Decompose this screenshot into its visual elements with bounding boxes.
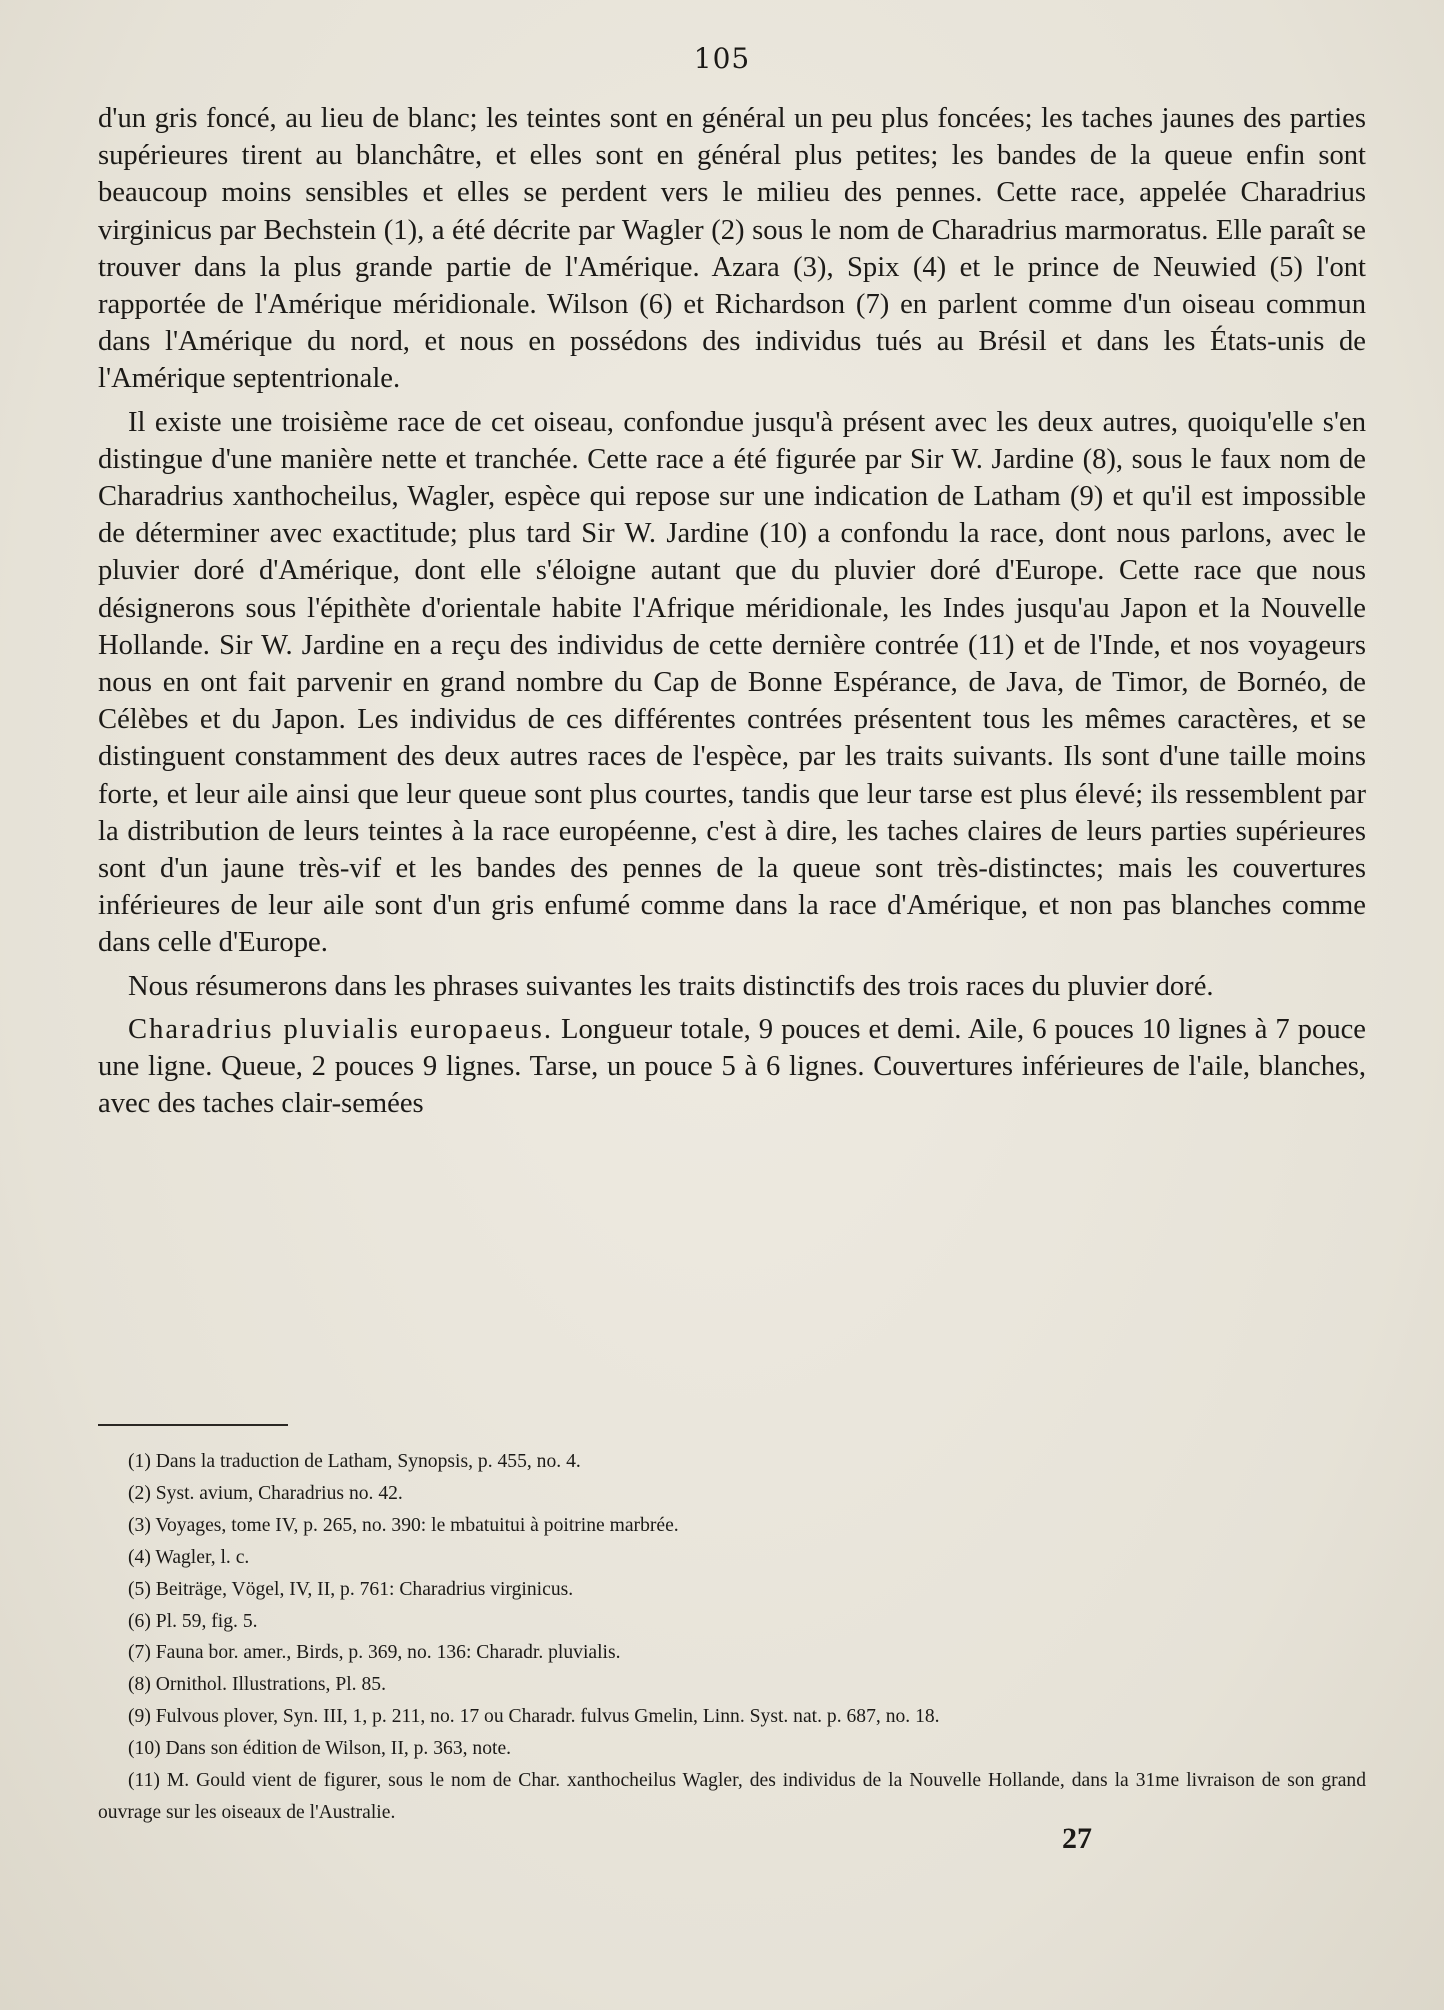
footnote: (2) Syst. avium, Charadrius no. 42. [128,1482,403,1504]
footnote: (9) Fulvous plover, Syn. III, 1, p. 211, no. 17 ou Charadr. fulvus Gmelin, Linn. Syst. nat. p. 687, no. 18. [128,1706,940,1728]
main-text [98,100,1366,1128]
footnote: (11) M. Gould vient de figurer, sous le nom de Char. xanthocheilus Wagler, des individus de la Nouvelle Hollande, dans la 31me livraison de son grand ouvrage sur les oiseaux de l'Australie. [98,1770,1366,1823]
footnote: (10) Dans son édition de Wilson, II, p. 363, note. [128,1738,512,1760]
paragraph: Il existe une troisième race de cet oiseau, confondue jusqu'à présent avec les deux autres, quoiqu'elle s'en distingue d'une manière nette et tranchée. Cette race a été figurée par Sir W. Jardine (8), sous le faux nom de Charadrius xanthocheilus, Wagler, espèce qui repose sur une indication de Latham (9) et qu'il est impossible de déterminer avec exactitude; plus tard Sir W. Jardine (10) a confondu la race, dont nous parlons, avec le pluvier doré d'Amérique, dont elle s'éloigne autant que du pluvier doré d'Europe. Cette race que nous désignerons sous l'épithète d'orientale habite l'Afrique méridionale, les Indes jusqu'au Japon et la Nouvelle Hollande. Sir W. Jardine en a reçu des individus de cette dernière contrée (11) et de l'Inde, et nos voyageurs nous en ont fait parvenir en grand nombre du Cap de Bonne Espérance, de Java, de Timor, de Bornéo, de Célèbes et du Japon. Les individus de ces différentes contrées présentent tous les mêmes caractères, et se distinguent constamment des deux autres races de l'espèce, par les traits suivants. Ils sont d'une taille moins forte, et leur aile ainsi que leur queue sont plus courtes, tandis que leur tarse est plus élevé; ils ressemblent par la distribution de leurs teintes à la race européenne, c'est à dire, les taches claires de leurs parties supérieures sont d'un jaune très-vif et les bandes des pennes de la queue sont très-distinctes; mais les couvertures inférieures de leur aile sont d'un gris enfumé comme dans la race d'Amérique, et non pas blanches comme dans celle d'Europe. [98,406,1366,959]
footnote: (3) Voyages, tome IV, p. 265, no. 390: le mbatuitui à poitrine marbrée. [128,1514,679,1536]
species-name: Charadrius pluvialis europaeus. [128,1013,553,1045]
footnotes [98,1446,1366,1829]
footnote: (1) Dans la traduction de Latham, Synopsis, p. 455, no. 4. [128,1451,581,1472]
signature-mark: 27 [1062,1822,1092,1855]
footnote: (5) Beiträge, Vögel, IV, II, p. 761: Charadrius virginicus. [128,1578,574,1600]
page-number: 105 [693,42,751,75]
footnote: (7) Fauna bor. amer., Birds, p. 369, no. 136: Charadr. pluvialis. [128,1642,621,1664]
footnote-divider [98,1424,288,1426]
paragraph: Nous résumerons dans les phrases suivantes les traits distinctifs des trois races du pluvier doré. [128,970,1214,1002]
footnote: (8) Ornithol. Illustrations, Pl. 85. [128,1674,386,1696]
paragraph: d'un gris foncé, au lieu de blanc; les teintes sont en général un peu plus foncées; les taches jaunes des parties supérieures tirent au blanchâtre, et elles sont en général plus petites; les bandes de la queue enfin sont beaucoup moins sensibles et elles se perdent vers le milieu des pennes. Cette race, appelée Charadrius virginicus par Bechstein (1), a été décrite par Wagler (2) sous le nom de Charadrius marmoratus. Elle paraît se trouver dans la plus grande partie de l'Amérique. Azara (3), Spix (4) et le prince de Neuwied (5) l'ont rapportée de l'Amérique méridionale. Wilson (6) et Richardson (7) en parlent comme d'un oiseau commun dans l'Amérique du nord, et nous en possédons des individus tués au Brésil et dans les États-unis de l'Amérique septentrionale. [98,103,1366,395]
footnote: (6) Pl. 59, fig. 5. [128,1610,258,1632]
paragraph [98,1011,1366,1123]
footnote: (4) Wagler, l. c. [128,1546,250,1568]
species-description: Longueur totale, 9 pouces et demi. Aile, 6 pouces 10 lignes à 7 pouce une ligne. Queue, 2 pouces 9 lignes. Tarse, un pouce 5 à 6 lignes. Couvertures inférieures de l'aile, blanches, avec des taches clair-semées [98,1013,1366,1120]
